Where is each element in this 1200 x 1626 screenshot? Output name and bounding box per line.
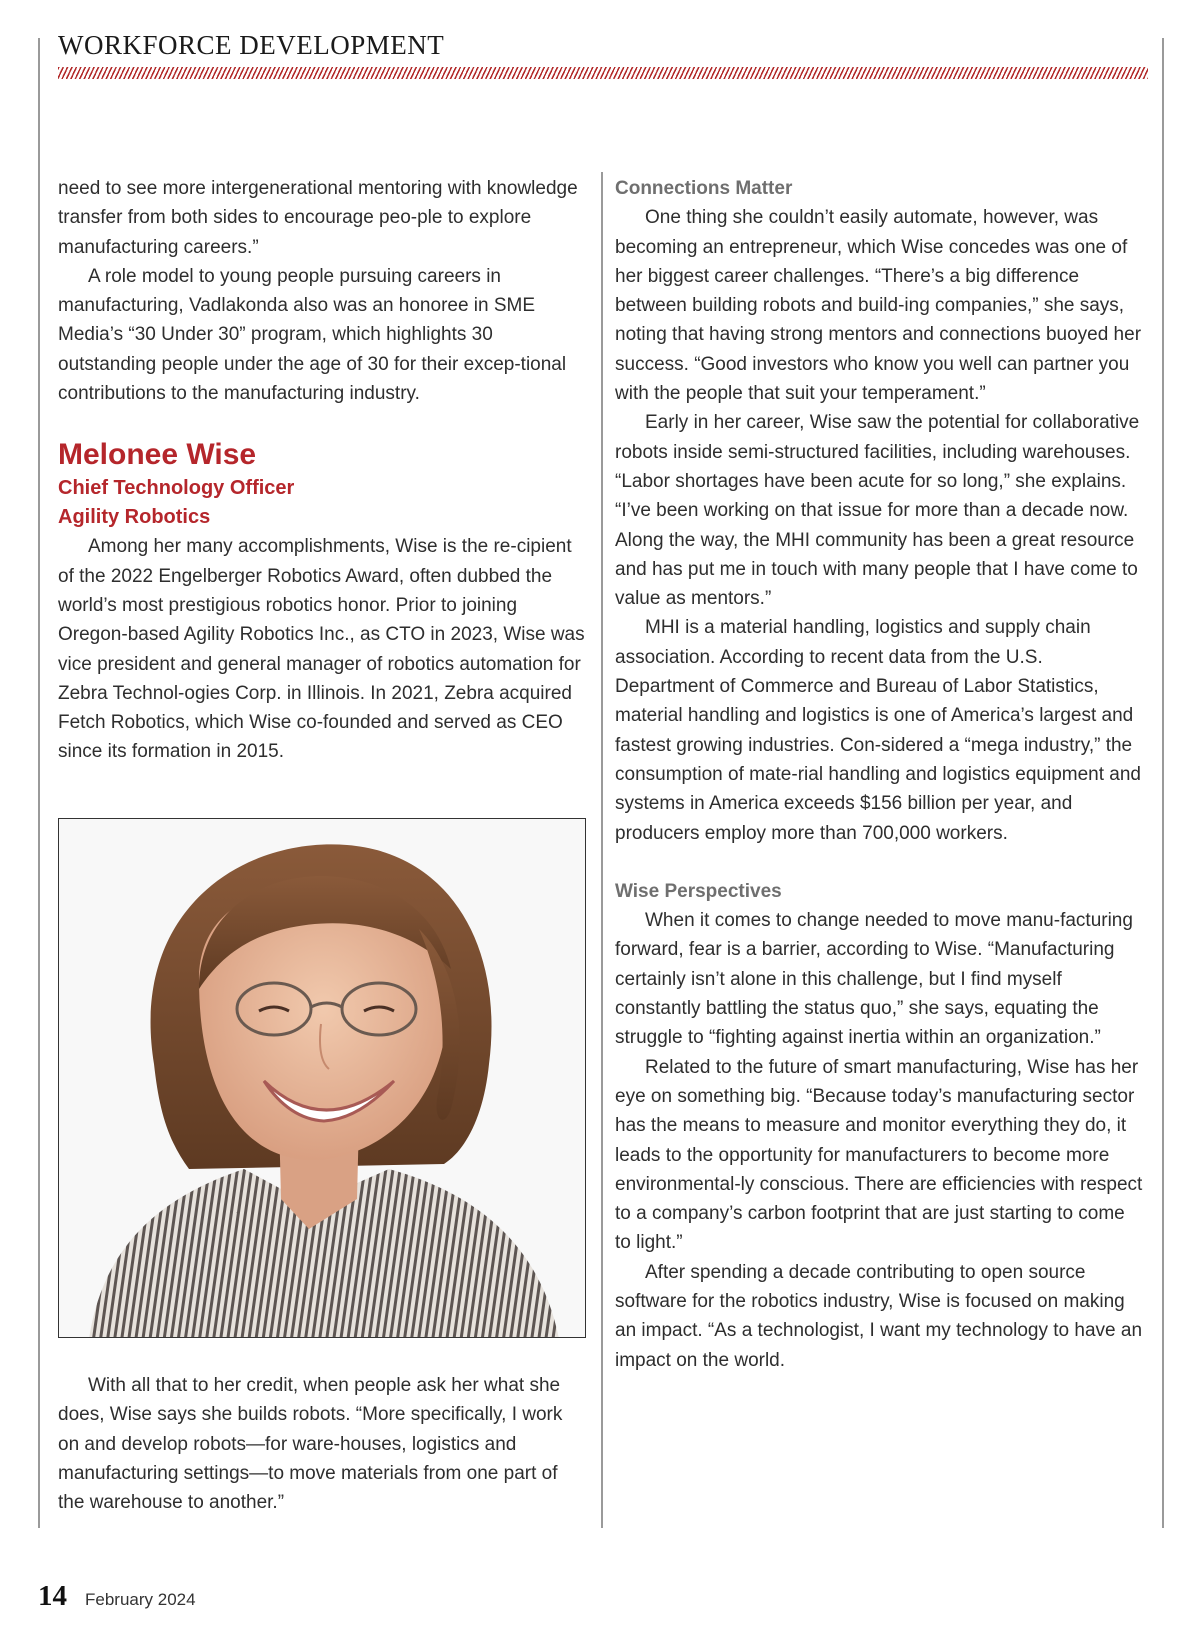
page-footer xyxy=(38,1580,196,1613)
subhead-wise-perspectives: Wise Perspectives xyxy=(615,880,782,902)
right-column xyxy=(615,174,1145,1375)
body-paragraph: MHI is a material handling, logistics and supply chain association. According to recent data from the U.S. Department of Commerce and Bureau of Labor Statistics, material handling and logistics is one of America’s largest and fastest growing industries. Con-sidered a “mega industry,” the consumption of mate-rial handling and logistics equipment and systems in America exceeds $156 billion per year, and producers employ more than 700,000 workers. xyxy=(615,617,1141,844)
page-number: 14 xyxy=(38,1580,67,1612)
body-paragraph: After spending a decade contributing to open source software for the robotics industry, Wise is focused on making an impact. “As a technologist, I want my technology to have an impact on the world. xyxy=(615,1261,1143,1371)
portrait-illustration xyxy=(59,819,586,1338)
body-paragraph: Early in her career, Wise saw the potential for collaborative robots inside semi-structured facilities, including warehouses. “Labor shortages have been acute for so long,” she explains. “I’ve been working on that issue for more than a decade now. Along the way, the MHI community has been a great resource and has put me in touch with many people that I have come to value as mentors.” xyxy=(615,412,1140,610)
body-paragraph: With all that to her credit, when people ask her what she does, Wise says she builds robots. “More specifically, I work on and develop robots—for ware-houses, logistics and manufacturing settings—to move materials from one part of the warehouse to another.” xyxy=(58,1375,563,1514)
portrait-photo xyxy=(58,818,586,1338)
subhead-connections-matter: Connections Matter xyxy=(615,178,793,199)
header-hatch-rule xyxy=(58,67,1148,79)
right-border-rule xyxy=(1162,38,1164,1528)
left-column xyxy=(58,174,586,767)
section-header: WORKFORCE DEVELOPMENT xyxy=(58,30,445,60)
left-column-continued xyxy=(58,1371,586,1517)
body-paragraph: Related to the future of smart manufacturing, Wise has her eye on something big. “Because today’s manufacturing sector has the means to measure and monitor everything they do, it leads to the opportunity for manufacturers to become more environmental-ly conscious. There are efficiencies with respect to a company’s carbon footprint that are just starting to come to light.” xyxy=(615,1056,1143,1254)
body-paragraph: One thing she couldn’t easily automate, however, was becoming an entrepreneur, which Wise concedes was one of her biggest career challenges. “There’s a big difference between building robots and build-ing companies,” she says, noting that having strong mentors and connections buoyed her success. “Good investors who know you well can partner you with the people that suit your temperament.” xyxy=(615,207,1142,405)
profile-company: Agility Robotics xyxy=(58,506,211,529)
profile-name: Melonee Wise xyxy=(58,438,257,472)
body-paragraph: When it comes to change needed to move manu-facturing forward, fear is a barrier, according to Wise. “Manufacturing certainly isn’t alone in this challenge, but I find myself constantly battling the status quo,” she says, equating the struggle to “fighting against inertia within an organization.” xyxy=(615,910,1133,1049)
profile-title: Chief Technology Officer xyxy=(58,477,295,500)
issue-date: February 2024 xyxy=(85,1590,196,1609)
intro-paragraph: A role model to young people pursuing careers in manufacturing, Vadlakonda also was an honoree in SME Media’s “30 Under 30” program, which highlights 30 outstanding people under the age of 30 for their excep-tional contributions to the manufacturing industry. xyxy=(58,265,567,405)
bio-paragraph: Among her many accomplishments, Wise is the re-cipient of the 2022 Engelberger Robotics Award, often dubbed the world’s most prestigious robotics honor. Prior to joining Oregon-based Agility Robotics Inc., as CTO in 2023, Wise was vice president and general manager of robotics automation for Zebra Technol-ogies Corp. in Illinois. In 2021, Zebra acquired Fetch Robotics, which Wise co-founded and served as CEO since its formation in 2015. xyxy=(58,536,585,763)
column-divider-rule xyxy=(601,172,603,1528)
left-border-rule xyxy=(38,38,40,1528)
intro-paragraph: need to see more intergenerational mentoring with knowledge transfer from both sides to encourage peo-ple to explore manufacturing careers.” xyxy=(58,178,578,258)
